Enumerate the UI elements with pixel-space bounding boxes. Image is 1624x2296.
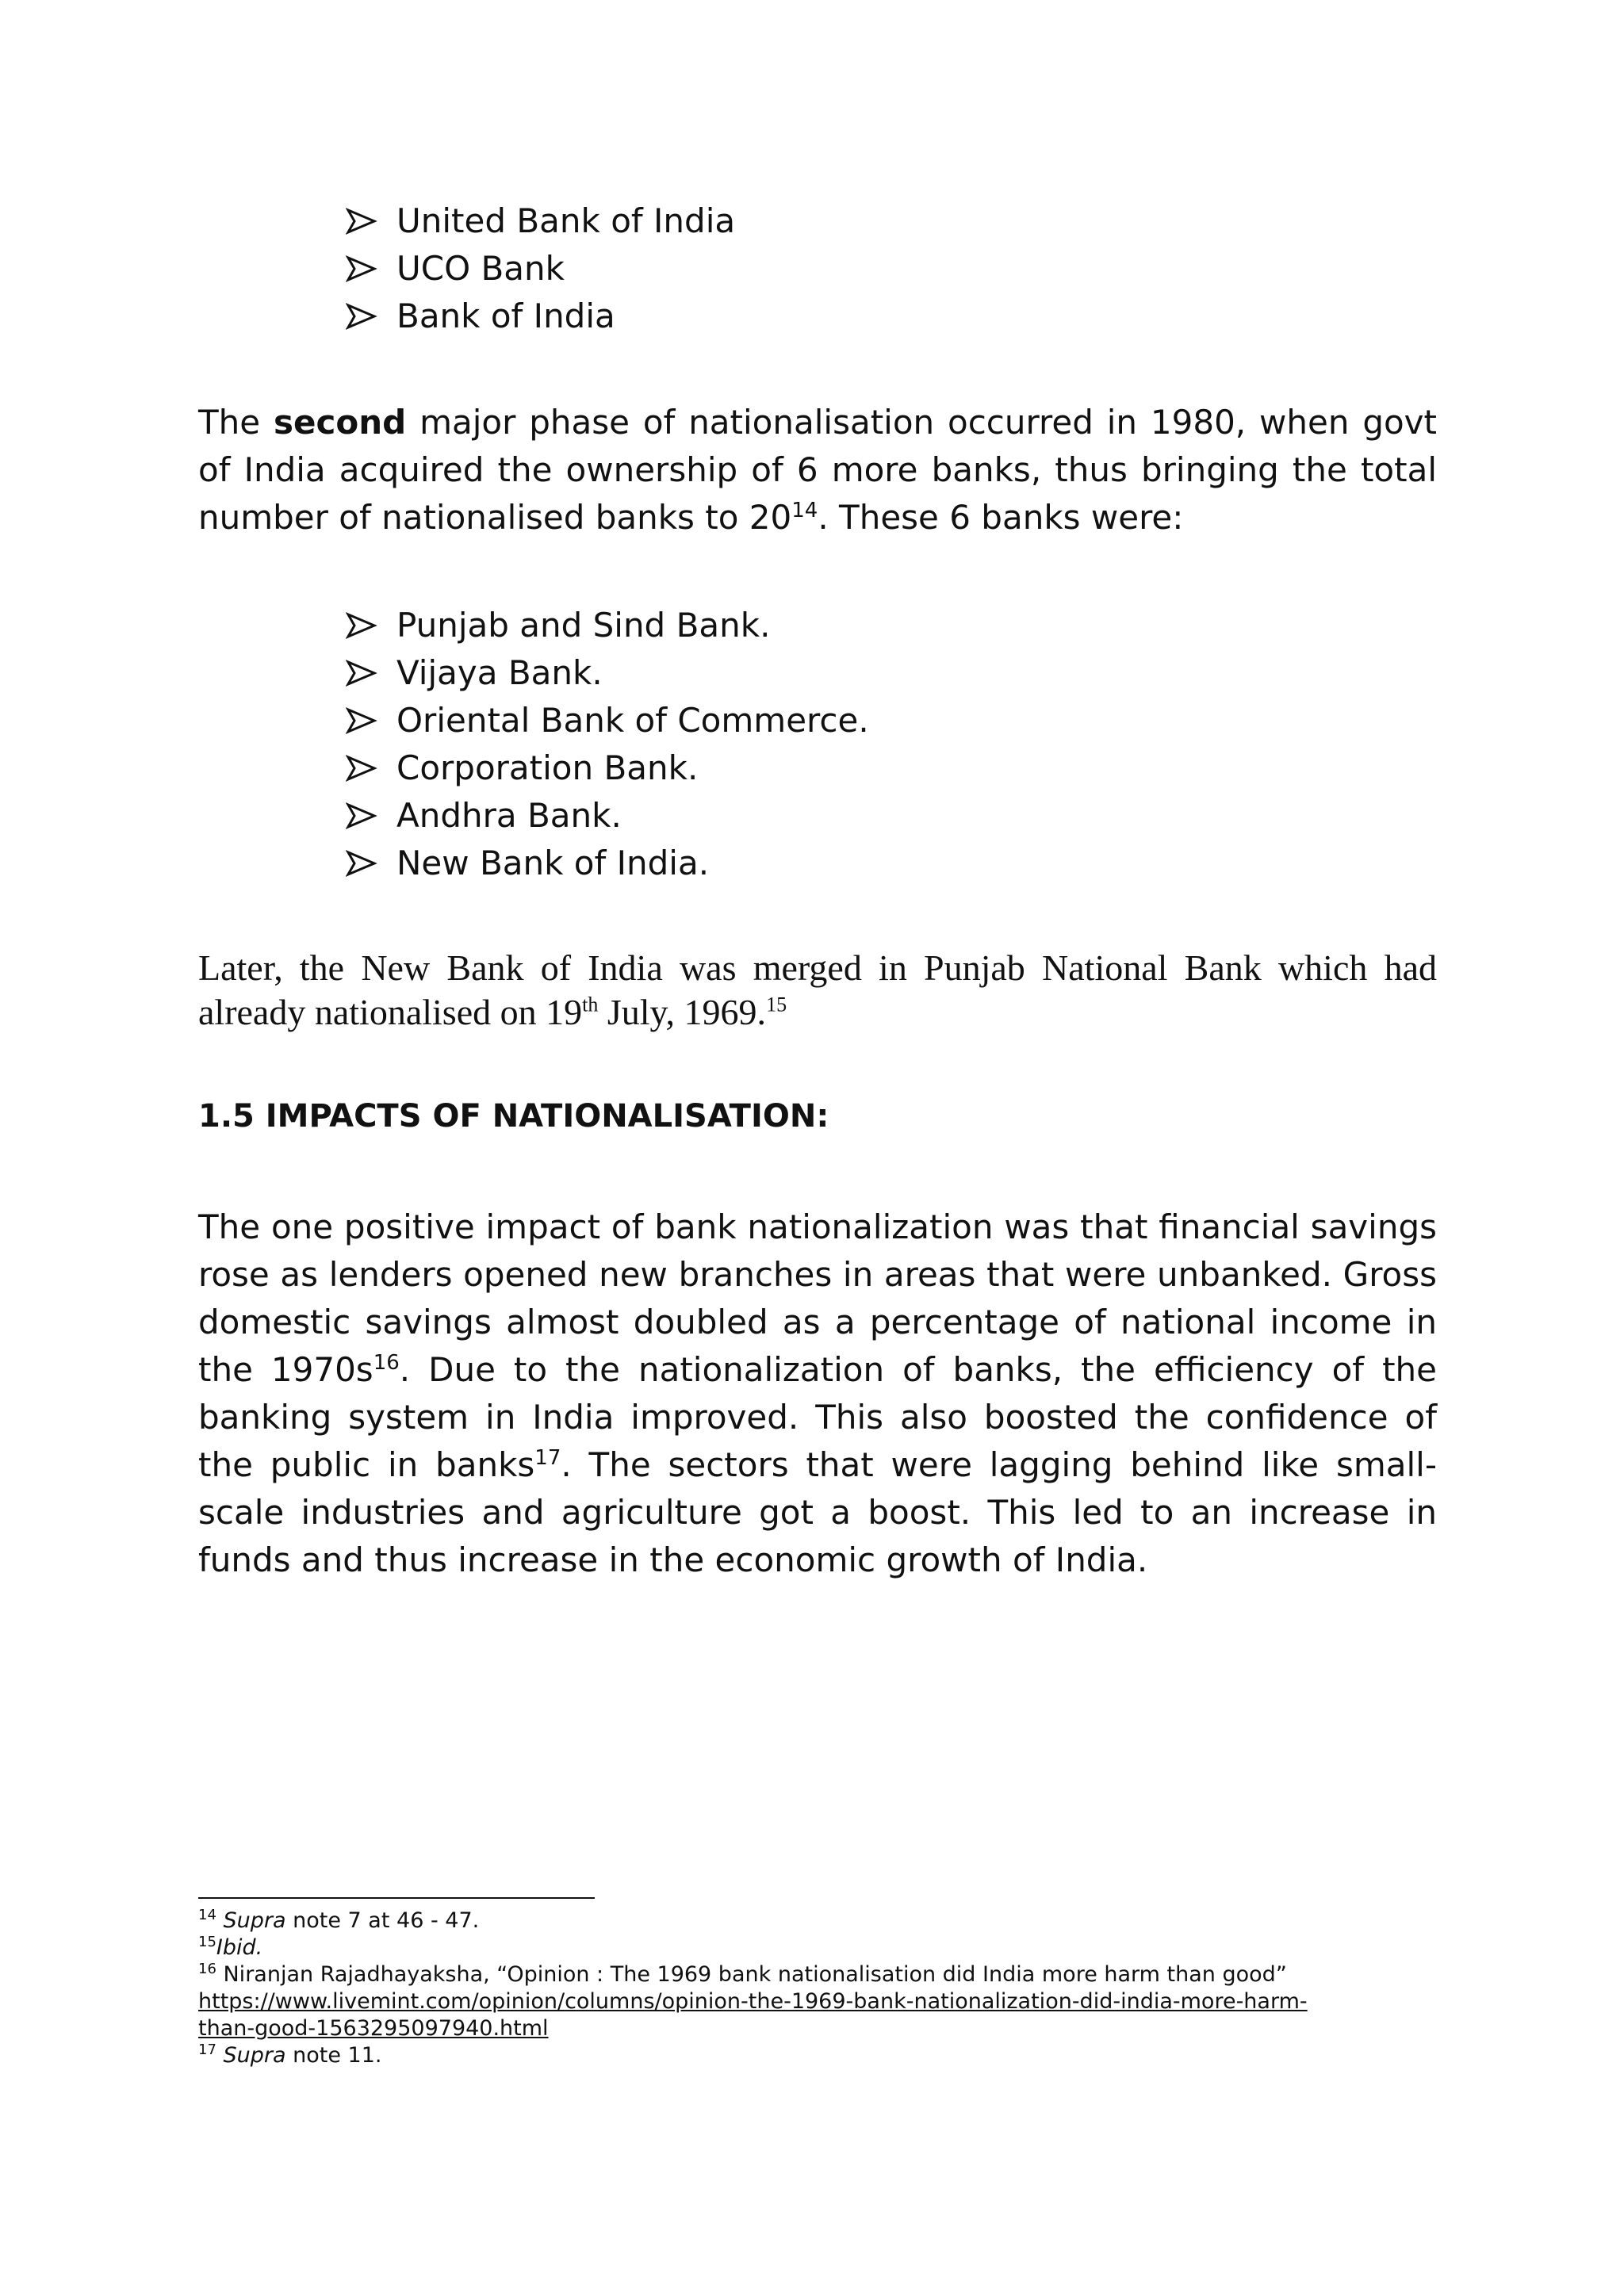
footnote-number: 17 bbox=[198, 2042, 216, 2058]
footnote-italic: Ibid. bbox=[216, 1935, 263, 1960]
arrow-bullet-icon bbox=[346, 245, 381, 293]
paragraph-text: . These 6 banks were: bbox=[818, 498, 1184, 537]
footnote-number: 14 bbox=[198, 1907, 216, 1923]
impacts-paragraph bbox=[198, 1203, 1437, 1584]
list-item bbox=[346, 245, 735, 293]
arrow-bullet-icon bbox=[346, 840, 381, 887]
footnote-italic: Supra bbox=[223, 1908, 286, 1933]
list-item-label: Vijaya Bank. bbox=[396, 653, 603, 692]
second-phase-bank-list bbox=[346, 602, 869, 887]
list-item bbox=[346, 602, 869, 649]
list-item-label: Punjab and Sind Bank. bbox=[396, 606, 771, 645]
footnote-14 bbox=[198, 1908, 1437, 1934]
list-item bbox=[346, 197, 735, 245]
list-item bbox=[346, 840, 869, 887]
list-item-label: Oriental Bank of Commerce. bbox=[396, 701, 869, 740]
footnote-text: note 7 at 46 - 47. bbox=[285, 1908, 480, 1933]
paragraph-text: July, 1969. bbox=[598, 992, 767, 1032]
footnote-16-link-line-2 bbox=[198, 2015, 1437, 2042]
list-item bbox=[346, 649, 869, 697]
list-item bbox=[346, 792, 869, 840]
footnote-number: 15 bbox=[198, 1934, 216, 1950]
merger-paragraph bbox=[198, 946, 1437, 1035]
arrow-bullet-icon bbox=[346, 649, 381, 697]
paragraph-text: . The sectors that were lagging behind like small-scale industries and agriculture got a boost. This led to an increase in funds and thus increase in the economic growth of India. bbox=[198, 1445, 1437, 1579]
list-item-label: Bank of India bbox=[396, 297, 615, 335]
footnote-separator bbox=[198, 1897, 595, 1899]
footnote-text: Niranjan Rajadhayaksha, “Opinion : The 1969 bank nationalisation did India more harm than good” bbox=[216, 1962, 1287, 1987]
bold-word: second bbox=[274, 403, 407, 442]
list-item-label: New Bank of India. bbox=[396, 844, 710, 882]
paragraph-text: . Due to the nationalization of banks, the efficiency of the banking system in India improved. This also boosted the confidence of the public in banks bbox=[198, 1350, 1437, 1484]
footnote-16 bbox=[198, 1961, 1437, 1988]
arrow-bullet-icon bbox=[346, 792, 381, 840]
arrow-bullet-icon bbox=[346, 197, 381, 245]
paragraph-text: The one positive impact of bank nationalization was that financial savings rose as lenders opened new branches in areas that were unbanked. Gross domestic savings almost doubled as a percentage of national income in the 1970s bbox=[198, 1207, 1437, 1389]
footnote-17 bbox=[198, 2042, 1437, 2069]
arrow-bullet-icon bbox=[346, 293, 381, 340]
footnote-ref[interactable]: 16 bbox=[373, 1351, 400, 1375]
arrow-bullet-icon bbox=[346, 602, 381, 649]
list-item-label: UCO Bank bbox=[396, 249, 565, 288]
second-phase-paragraph bbox=[198, 399, 1437, 541]
list-item-label: Corporation Bank. bbox=[396, 748, 699, 787]
ordinal-suffix: th bbox=[582, 993, 599, 1016]
footnotes bbox=[198, 1908, 1437, 2069]
footnote-number: 16 bbox=[198, 1961, 216, 1977]
paragraph-text: Later, the New Bank of India was merged in Punjab National Bank which had already nationalised on 19 bbox=[198, 947, 1437, 1032]
footnote-link[interactable]: than-good-1563295097940.html bbox=[198, 2016, 549, 2041]
paragraph-text: The bbox=[198, 403, 274, 442]
paragraph-text: major phase of nationalisation occurred in 1980, when govt of India acquired the ownership of 6 more banks, thus bringing the total number of nationalised banks to 20 bbox=[198, 403, 1438, 537]
list-item bbox=[346, 744, 869, 792]
list-item-label: Andhra Bank. bbox=[396, 796, 622, 835]
list-item bbox=[346, 293, 735, 340]
footnote-ref[interactable]: 17 bbox=[534, 1446, 561, 1470]
footnote-16-link-line-1 bbox=[198, 1988, 1437, 2015]
footnote-ref[interactable]: 15 bbox=[766, 993, 787, 1016]
footnote-ref[interactable]: 14 bbox=[791, 499, 818, 522]
arrow-bullet-icon bbox=[346, 744, 381, 792]
footnote-italic: Supra bbox=[223, 2043, 286, 2068]
arrow-bullet-icon bbox=[346, 697, 381, 744]
list-item-label: United Bank of India bbox=[396, 201, 736, 240]
list-item bbox=[346, 697, 869, 744]
section-heading: 1.5 IMPACTS OF NATIONALISATION: bbox=[198, 1098, 829, 1135]
bank-list-continued bbox=[346, 197, 735, 340]
footnote-link[interactable]: https://www.livemint.com/opinion/columns/opinion-the-1969-bank-nationalization-did-india-more-harm- bbox=[198, 1989, 1308, 2014]
footnote-text: note 11. bbox=[285, 2043, 382, 2068]
footnote-15 bbox=[198, 1934, 1437, 1961]
